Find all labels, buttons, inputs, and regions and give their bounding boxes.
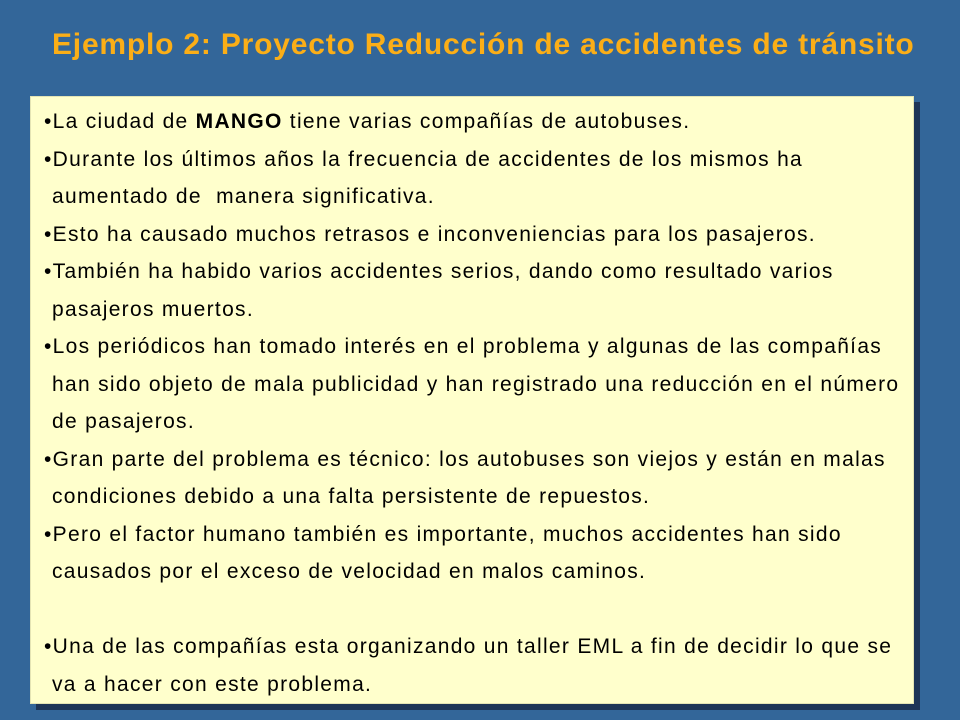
bullet-item-taller-eml: [44, 628, 913, 703]
bullet-text: Una de las compañías esta organizando un taller EML a fin de decidir lo que se: [52, 635, 893, 658]
bullet-item-tecnico: [44, 441, 913, 516]
bullet-marker: •: [44, 522, 53, 546]
bullet-marker: •: [44, 447, 53, 471]
bullet-line: [44, 291, 913, 329]
bullet-line: [44, 366, 913, 404]
bullet-text: Los periódicos han tomado interés en el problema y algunas de las compañías: [52, 335, 883, 358]
bullet-line: [44, 253, 913, 291]
bullet-marker: •: [44, 147, 53, 171]
bullet-item-factor-humano: [44, 516, 913, 591]
bullet-marker: •: [44, 260, 53, 283]
bullet-line: [44, 103, 913, 141]
bullet-text: tiene varias compañías de autobuses.: [282, 110, 691, 133]
bullet-marker: •: [44, 635, 53, 658]
bullet-line: [44, 216, 913, 254]
bullet-line: [44, 328, 913, 366]
bullet-text: de pasajeros.: [52, 410, 195, 433]
bullet-item-retrasos: [44, 216, 913, 254]
bullet-text: aumentado de manera significativa.: [52, 185, 435, 208]
bullet-text: Esto ha causado muchos retrasos e inconveniencias para los pasajeros.: [52, 222, 816, 246]
bullet-line: [44, 178, 913, 216]
bullet-item-mango: [44, 103, 913, 141]
bullet-line: [44, 403, 913, 441]
blank-line: [44, 591, 913, 629]
bullet-line: [44, 628, 913, 666]
bullet-text: Gran parte del problema es técnico: los autobuses son viejos y están en malas: [52, 447, 886, 471]
bullet-text-bold: MANGO: [195, 110, 283, 133]
bullet-item-accidentes-serios: [44, 253, 913, 328]
slide-title: Ejemplo 2: Proyecto Reducción de accidentes de tránsito: [52, 28, 915, 61]
bullet-text: va a hacer con este problema.: [52, 672, 373, 696]
bullet-text: pasajeros muertos.: [52, 297, 254, 321]
bullet-line: [44, 666, 913, 704]
bullet-text: También ha habido varios accidentes serios, dando como resultado varios: [52, 260, 834, 283]
bullet-text: causados por el exceso de velocidad en malos caminos.: [52, 560, 647, 583]
bullet-line: [44, 441, 913, 479]
bullet-line: [44, 516, 913, 554]
bullet-item-frecuencia: [44, 141, 913, 216]
bullet-line: [44, 141, 913, 179]
bullet-marker: •: [44, 335, 53, 358]
bullet-item-periodicos: [44, 328, 913, 441]
bullet-marker: •: [44, 110, 53, 133]
bullet-text: han sido objeto de mala publicidad y han registrado una reducción en el número: [52, 372, 900, 396]
bullet-text: La ciudad de: [52, 110, 196, 133]
bullet-line: [44, 478, 913, 516]
bullet-text: condiciones debido a una falta persistente de repuestos.: [52, 485, 651, 508]
bullet-line: [44, 553, 913, 591]
content-box: [30, 96, 914, 704]
bullet-marker: •: [44, 222, 53, 246]
bullet-text: Pero el factor humano también es importante, muchos accidentes han sido: [52, 522, 842, 546]
bullet-text: Durante los últimos años la frecuencia de accidentes de los mismos ha: [52, 147, 804, 171]
